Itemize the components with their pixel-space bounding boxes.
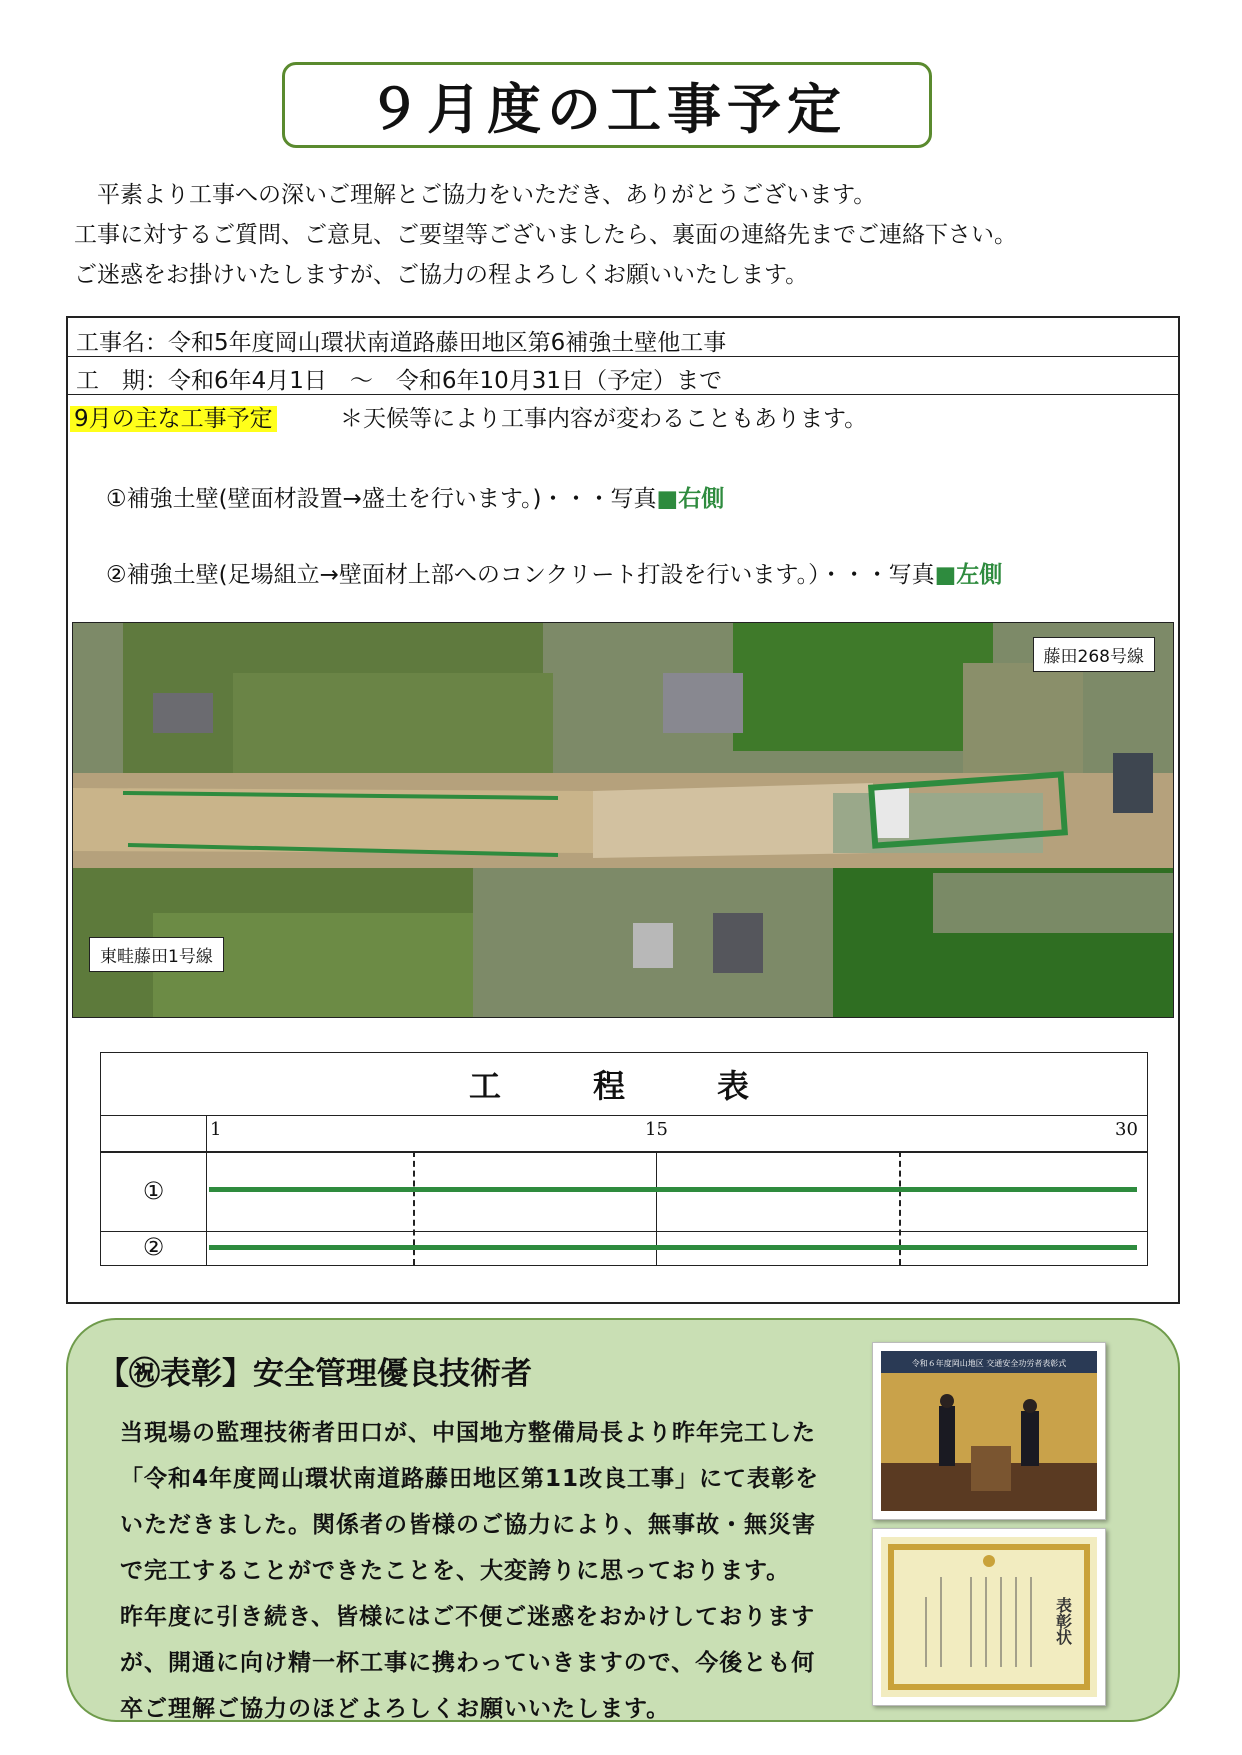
plan-heading: 9月の主な工事予定 [70,406,277,432]
ceremony-banner: 令和６年度岡山地区 交通安全功労者表彰式 [911,1359,1067,1368]
award-title: 【㊗表彰】安全管理優良技術者 [98,1356,532,1392]
aerial-photo [72,622,1174,1018]
certificate-illustration [881,1537,1097,1697]
plan-header [70,400,867,433]
certificate-heading: 表彰状 [1053,1597,1073,1645]
page-title: ９月度の工事予定 [367,77,847,141]
schedule-row-2-label: ② [142,1233,165,1261]
schedule-tick-30: 30 [1115,1119,1138,1140]
intro-line-1: 平素より工事への深いご理解とご協力をいただき、ありがとうございます。 [74,182,877,208]
plan-item-2-text: ②補強土壁(足場組立→壁面材上部へのコンクリート打設を行います。）・・・写真 [106,562,935,588]
project-name: 工事名：令和5年度岡山環状南道路藤田地区第6補強土壁他工事 [76,330,727,356]
intro-line-2: 工事に対するご質問、ご意見、ご要望等ございましたら、裏面の連絡先までご連絡下さい。 [74,222,1017,248]
plan-item-2-mark: ■左側 [934,562,1003,588]
award-line-5: 昨年度に引き続き、皆様にはご不便ご迷惑をおかけしております [120,1604,816,1630]
schedule-tick-1: 1 [210,1119,222,1140]
aerial-photo-illustration [73,623,1173,1017]
schedule-tick-15: 15 [645,1119,668,1140]
schedule-bar-1 [209,1187,1137,1192]
award-line-1: 当現場の監理技術者田口が、中国地方整備局長より昨年完工した [120,1420,816,1446]
award-line-2: 「令和4年度岡山環状南道路藤田地区第11改良工事」にて表彰を [120,1466,820,1492]
plan-note: ＊天候等により工事内容が変わることもあります。 [339,406,868,432]
schedule-row-1-label: ① [142,1177,165,1205]
award-section [66,1318,1180,1722]
award-line-6: が、開通に向け精一杯工事に携わっていきますので、今後とも何 [120,1650,816,1676]
award-line-7: 卒ご理解ご協力のほどよろしくお願いいたします。 [120,1696,671,1722]
award-line-4: で完工することができたことを、大変誇りに思っております。 [120,1558,791,1584]
plan-item-1-text: ①補強土壁(壁面材設置→盛土を行います。)・・・写真 [106,486,657,512]
intro-line-3: ご迷惑をお掛けいたしますが、ご協力の程よろしくお願いいたします。 [74,262,809,288]
schedule-bar-2 [209,1245,1137,1250]
ceremony-photo-illustration [881,1351,1097,1511]
road-label-right: 藤田268号線 [1033,637,1155,672]
schedule-title: 工 程 表 [468,1067,779,1105]
award-line-3: いただきました。関係者の皆様のご協力により、無事故・無災害 [120,1512,816,1538]
road-label-left: 東畦藤田1号線 [89,937,224,972]
plan-item-1 [106,480,724,513]
project-period: 工 期：令和6年4月1日 ～ 令和6年10月31日（予定）まで [76,368,723,394]
plan-item-2 [106,556,1002,589]
ceremony-photo [872,1342,1106,1520]
schedule-table [100,1052,1148,1266]
title-box [282,62,932,148]
certificate-photo [872,1528,1106,1706]
plan-item-1-mark: ■右側 [656,486,725,512]
